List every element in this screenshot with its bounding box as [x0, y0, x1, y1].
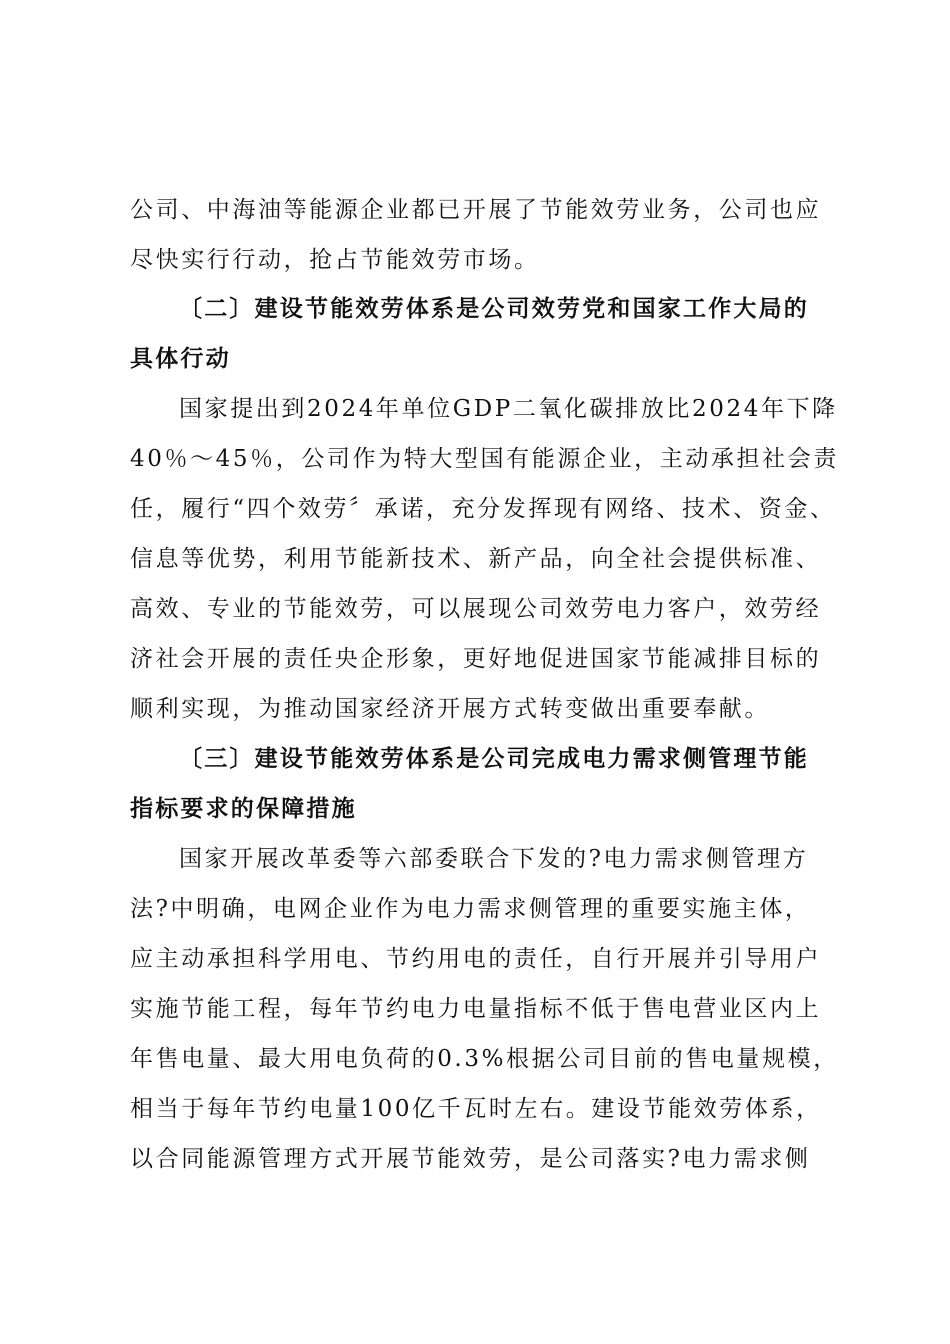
paragraph-line-4: 40％～45％，公司作为特大型国有能源企业，主动承担社会责 [130, 446, 839, 472]
paragraph-line-11: 法?中明确，电网企业作为电力需求侧管理的重要实施主体， [130, 896, 811, 922]
paragraph-line-9: 顺利实现，为推动国家经济开展方式转变做出重要奉献。 [130, 696, 770, 722]
section-heading-3-line-1: 〔三〕建设节能效劳体系是公司完成电力需求侧管理节能 [179, 746, 809, 772]
paragraph-line-15: 相当于每年节约电量100亿千瓦时左右。建设节能效劳体系， [130, 1096, 822, 1122]
section-heading-2-line-1: 〔二〕建设节能效劳体系是公司效劳党和国家工作大局的 [179, 296, 809, 322]
paragraph-line-12: 应主动承担科学用电、节约用电的责任，自行开展并引导用户 [130, 946, 822, 972]
paragraph-line-3: 国家提出到2024年单位GDP二氧化碳排放比2024年下降 [179, 396, 838, 422]
paragraph-line-5: 任，履行“四个效劳〞承诺，充分发挥现有网络、技术、资金、 [130, 496, 836, 522]
paragraph-line-1: 公司、中海油等能源企业都已开展了节能效劳业务，公司也应 [130, 197, 822, 223]
paragraph-line-7: 高效、专业的节能效劳，可以展现公司效劳电力客户，效劳经 [130, 596, 822, 622]
paragraph-line-14: 年售电量、最大用电负荷的0.3%根据公司目前的售电量规模， [130, 1046, 839, 1072]
paragraph-line-10: 国家开展改革委等六部委联合下发的?电力需求侧管理方 [179, 846, 809, 872]
paragraph-line-2: 尽快实行行动，抢占节能效劳市场。 [130, 247, 540, 273]
paragraph-line-13: 实施节能工程，每年节约电力电量指标不低于售电营业区内上 [130, 996, 822, 1022]
paragraph-line-6: 信息等优势，利用节能新技术、新产品，向全社会提供标准、 [130, 546, 822, 572]
section-heading-3-line-2: 指标要求的保障措施 [130, 796, 357, 822]
section-heading-2-line-2: 具体行动 [130, 346, 231, 372]
paragraph-line-16: 以合同能源管理方式开展节能效劳，是公司落实?电力需求侧 [130, 1146, 811, 1172]
paragraph-line-8: 济社会开展的责任央企形象，更好地促进国家节能减排目标的 [130, 646, 822, 672]
